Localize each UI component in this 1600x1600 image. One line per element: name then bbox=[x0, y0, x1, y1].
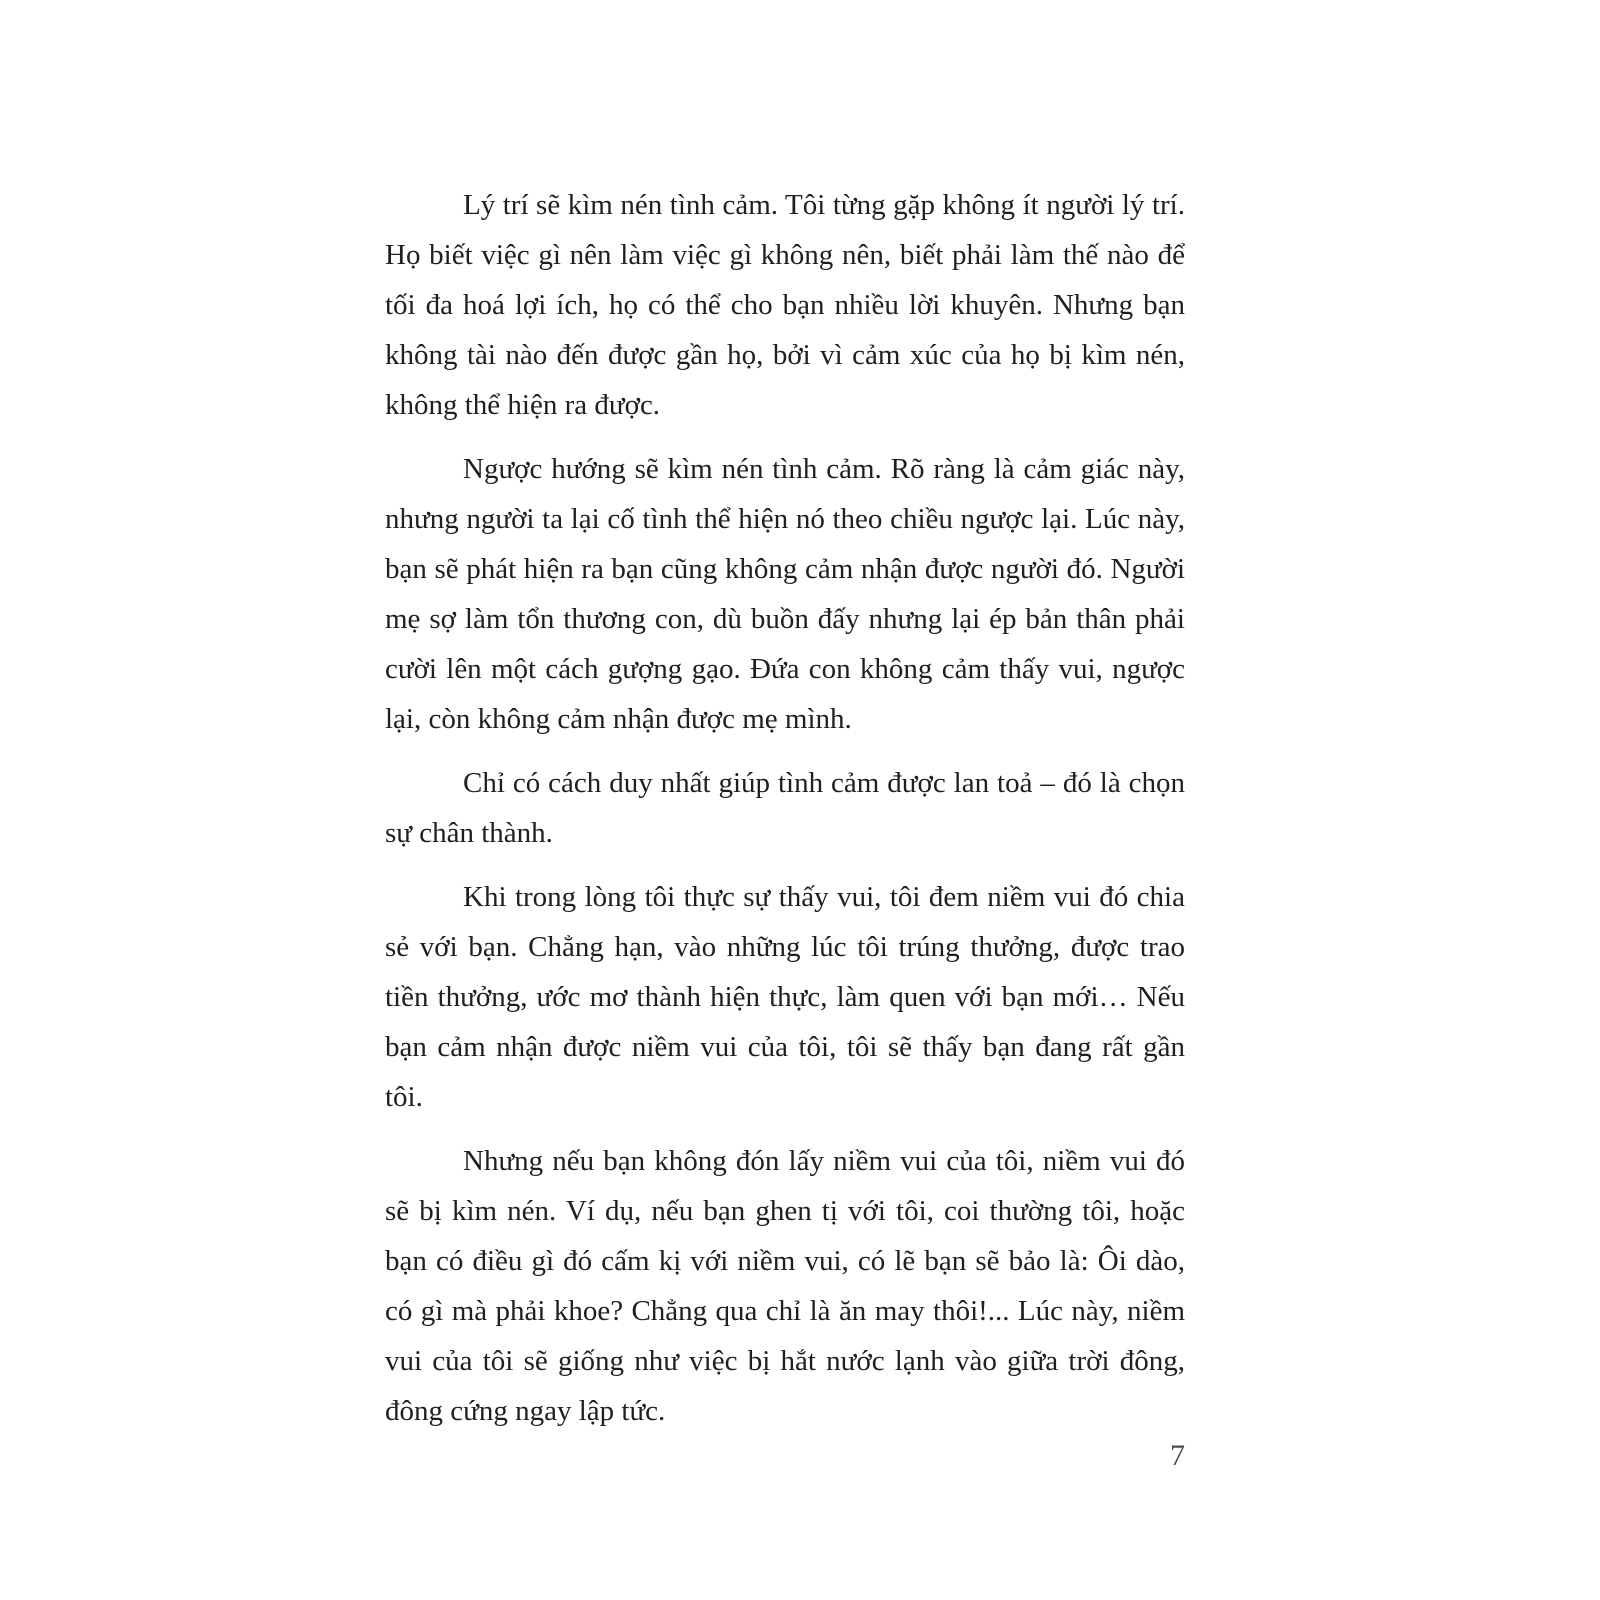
paragraph: Nhưng nếu bạn không đón lấy niềm vui của tôi, niềm vui đó sẽ bị kìm nén. Ví dụ, nếu bạn ghen tị với tôi, coi thường tôi, hoặc bạn có điều gì đó cấm kị với niềm vui, có lẽ bạn sẽ bảo là: Ôi dào, có gì mà phải khoe? Chẳng qua chỉ là ăn may thôi!... Lúc này, niềm vui của tôi sẽ giống như việc bị hắt nước lạnh vào giữa trời đông, đông cứng ngay lập tức. bbox=[385, 1145, 1185, 1427]
paragraph: Chỉ có cách duy nhất giúp tình cảm được lan toả – đó là chọn sự chân thành. bbox=[385, 767, 1185, 849]
paragraph: Khi trong lòng tôi thực sự thấy vui, tôi đem niềm vui đó chia sẻ với bạn. Chẳng hạn, vào những lúc tôi trúng thưởng, được trao tiền thưởng, ước mơ thành hiện thực, làm quen với bạn mới… Nếu bạn cảm nhận được niềm vui của tôi, tôi sẽ thấy bạn đang rất gần tôi. bbox=[385, 881, 1185, 1113]
paragraph: Lý trí sẽ kìm nén tình cảm. Tôi từng gặp không ít người lý trí. Họ biết việc gì nên làm việc gì không nên, biết phải làm thế nào để tối đa hoá lợi ích, họ có thể cho bạn nhiều lời khuyên. Nhưng bạn không tài nào đến được gần họ, bởi vì cảm xúc của họ bị kìm nén, không thể hiện ra được. bbox=[385, 189, 1185, 421]
page-text-block bbox=[385, 180, 1185, 1450]
paragraph: Ngược hướng sẽ kìm nén tình cảm. Rõ ràng là cảm giác này, nhưng người ta lại cố tình thể hiện nó theo chiều ngược lại. Lúc này, bạn sẽ phát hiện ra bạn cũng không cảm nhận được người đó. Người mẹ sợ làm tổn thương con, dù buồn đấy nhưng lại ép bản thân phải cười lên một cách gượng gạo. Đứa con không cảm thấy vui, ngược lại, còn không cảm nhận được mẹ mình. bbox=[385, 453, 1185, 735]
page-number: 7 bbox=[1170, 1439, 1185, 1472]
